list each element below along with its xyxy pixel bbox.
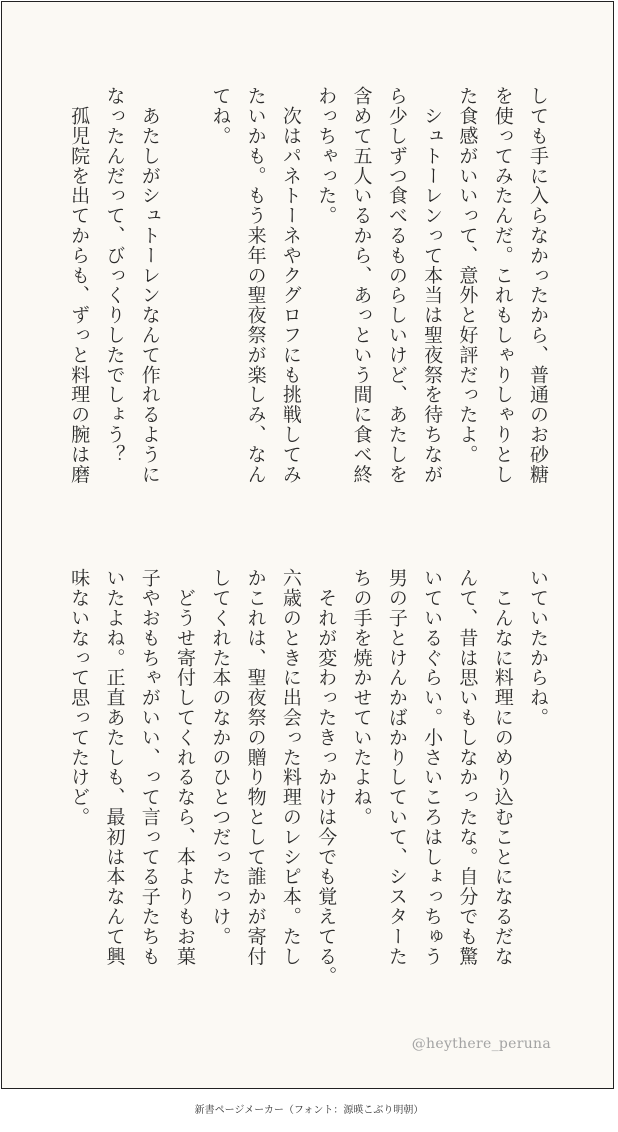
text-line bbox=[167, 86, 202, 526]
text-line: た食感がいいって、意外と好評だったよ。 bbox=[456, 86, 479, 465]
text-line: てね。 bbox=[209, 86, 232, 146]
text-line: いているぐらい。小さいころはしょっちゅう bbox=[421, 568, 444, 966]
text-line: 子やおもちゃがいい、って言ってる子たちも bbox=[138, 568, 161, 966]
text-line: たいかも。もう来年の聖夜祭が楽しみ、なん bbox=[244, 86, 267, 484]
text-line: 次はパネトーネやクグロフにも挑戦してみ bbox=[279, 86, 302, 484]
text-line: ら少しずつ食べるものらしいけど、あたしを bbox=[385, 86, 408, 484]
text-line: を使ってみたんだ。これもしゃりしゃりとし bbox=[491, 86, 514, 484]
author-handle: @heythere_peruna bbox=[411, 1036, 551, 1052]
text-line: いていたからね。 bbox=[527, 568, 549, 728]
text-block-top bbox=[61, 86, 555, 526]
text-block-bottom bbox=[61, 568, 555, 1008]
text-line: 六歳のときに出会った料理のレシピ本。たし bbox=[279, 568, 302, 966]
text-line: 男の子とけんかばかりしていて、シスターた bbox=[385, 568, 408, 966]
text-line: いたよね。正直あたしも、最初は本なんて興 bbox=[103, 568, 126, 966]
text-line: こんなに料理にのめり込むことになるだな bbox=[491, 568, 514, 966]
text-line: かこれは、聖夜祭の贈り物として誰かが寄付 bbox=[244, 568, 267, 966]
generator-credit: 新書ページメーカー（フォント：源暎こぶり明朝） bbox=[194, 1105, 424, 1116]
text-line: ちの手を焼かせていたよね。 bbox=[350, 568, 373, 827]
text-line: しても手に入らなかったから、普通のお砂糖 bbox=[527, 86, 549, 484]
text-line: 孤児院を出てからも、ずっと料理の腕は磨 bbox=[68, 86, 91, 484]
text-line: んて、昔は思いもしなかったな。自分でも驚 bbox=[456, 568, 479, 966]
text-line: わっちゃった。 bbox=[315, 86, 338, 226]
text-line: なったんだって、びっくりしたでしょう？ bbox=[103, 86, 126, 465]
text-line: それが変わったきっかけは今でも覚えてる。 bbox=[315, 568, 338, 986]
manuscript-page bbox=[1, 1, 614, 1089]
text-line: あたしがシュトーレンなんて作れるように bbox=[138, 86, 161, 484]
text-line: 含めて五人いるから、あっという間に食べ終 bbox=[350, 86, 373, 484]
text-line: シュトーレンって本当は聖夜祭を待ちなが bbox=[421, 86, 444, 484]
text-line: どうせ寄付してくれるなら、本よりもお菓 bbox=[174, 568, 197, 966]
text-line: 味ないなって思ってたけど。 bbox=[68, 568, 91, 827]
text-line: してくれた本のなかのひとつだったっけ。 bbox=[209, 568, 232, 947]
